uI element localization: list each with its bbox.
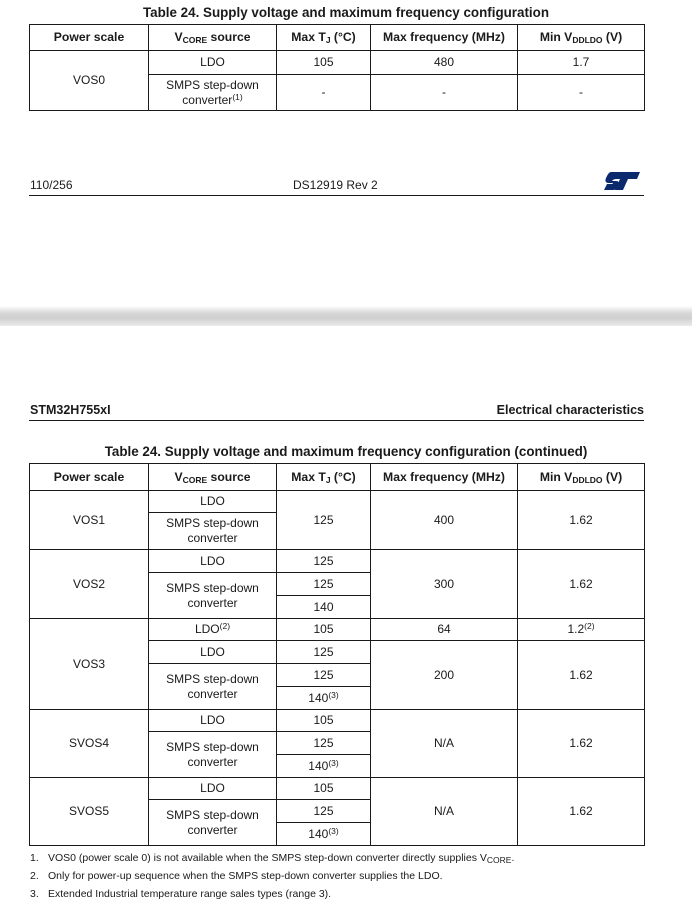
header-max-tj: Max $T_J$ (°C): [277, 25, 371, 51]
header-max-frequency: Max frequency (MHz): [371, 464, 518, 491]
header-vcore-source: $V_{CORE}$ source: [149, 464, 277, 491]
header-rule: [29, 420, 644, 421]
header-min-vddldo: Min $V_{DDLDO}$ (V): [518, 464, 645, 491]
cell-source: LDO: [149, 51, 277, 75]
cell-vmin: 1.62: [518, 710, 645, 778]
table-header-row: [30, 464, 645, 491]
footer-rule: [29, 195, 644, 196]
cell-frequency: 400: [371, 491, 518, 550]
cell-source: SMPS step-down converter: [149, 513, 277, 550]
note-3: 3. Extended Industrial temperature range sales types (range 3).: [30, 888, 332, 900]
table-caption-continued: Table 24. Supply voltage and maximum frequency configuration (continued): [104, 444, 588, 459]
cell-tj: 125: [277, 573, 371, 596]
cell-source: LDO: [149, 778, 277, 800]
supply-voltage-table-continued: [29, 463, 645, 846]
cell-tj: 105: [277, 778, 371, 800]
cell-vmin: 1.62: [518, 550, 645, 619]
cell-source: LDO$^{(2)}$: [149, 619, 277, 641]
cell-source: LDO: [149, 641, 277, 664]
cell-source: LDO: [149, 550, 277, 573]
cell-frequency: 300: [371, 550, 518, 619]
table-caption: Table 24. Supply voltage and maximum frequency configuration: [142, 5, 549, 20]
cell-tj: 140$^{(3)}$: [277, 823, 371, 846]
table-header-row: [30, 25, 645, 51]
header-min-vddldo: Min $V_{DDLDO}$ (V): [518, 25, 645, 51]
table-row: [30, 778, 645, 800]
cell-tj: -: [277, 75, 371, 111]
cell-power-scale: VOS0: [30, 51, 149, 111]
table-row: [30, 51, 645, 75]
cell-tj: 105: [277, 51, 371, 75]
cell-tj: 125: [277, 641, 371, 664]
cell-vmin: 1.62: [518, 641, 645, 710]
page-header-right: Electrical characteristics: [496, 403, 644, 417]
st-logo-icon: [603, 170, 641, 192]
cell-tj: 140: [277, 596, 371, 619]
cell-tj: 125: [277, 664, 371, 687]
cell-vmin: -: [518, 75, 645, 111]
cell-frequency: N/A: [371, 710, 518, 778]
table-row: [30, 550, 645, 573]
note-2: 2. Only for power-up sequence when the SMPS step-down converter supplies the LDO.: [30, 870, 443, 882]
header-max-tj: Max $T_J$ (°C): [277, 464, 371, 491]
cell-vmin: 1.62: [518, 491, 645, 550]
cell-tj: 125: [277, 800, 371, 823]
cell-source: SMPS step-down converter$^{(1)}$: [149, 75, 277, 111]
table-row: [30, 710, 645, 732]
cell-vmin: 1.2$^{(2)}$: [518, 619, 645, 641]
page-number: 110/256: [30, 178, 73, 192]
cell-power-scale: SVOS4: [30, 710, 149, 778]
cell-tj: 105: [277, 710, 371, 732]
cell-frequency: 200: [371, 641, 518, 710]
cell-source: SMPS step-down converter: [149, 732, 277, 778]
cell-frequency: N/A: [371, 778, 518, 846]
cell-tj: 125: [277, 491, 371, 550]
cell-power-scale: VOS2: [30, 550, 149, 619]
cell-source: SMPS step-down converter: [149, 573, 277, 619]
cell-power-scale: VOS1: [30, 491, 149, 550]
cell-source: SMPS step-down converter: [149, 664, 277, 710]
cell-frequency: 64: [371, 619, 518, 641]
note-1: 1. VOS0 (power scale 0) is not available when the SMPS step-down converter directly supplies $V_{CORE}$.: [30, 852, 515, 865]
table-row: [30, 491, 645, 513]
cell-tj: 140$^{(3)}$: [277, 755, 371, 778]
header-power-scale: Power scale: [30, 464, 149, 491]
table-notes: [30, 849, 514, 903]
cell-tj: 105: [277, 619, 371, 641]
cell-power-scale: VOS3: [30, 619, 149, 710]
cell-power-scale: SVOS5: [30, 778, 149, 846]
cell-tj: 125: [277, 550, 371, 573]
cell-source: LDO: [149, 491, 277, 513]
cell-vmin: 1.62: [518, 778, 645, 846]
cell-frequency: -: [371, 75, 518, 111]
table-row: [30, 619, 645, 641]
header-vcore-source: $V_{CORE}$ source: [149, 25, 277, 51]
cell-source: LDO: [149, 710, 277, 732]
supply-voltage-table: [29, 24, 645, 111]
cell-tj: 125: [277, 732, 371, 755]
cell-source: SMPS step-down converter: [149, 800, 277, 846]
cell-vmin: 1.7: [518, 51, 645, 75]
cell-tj: 140$^{(3)}$: [277, 687, 371, 710]
header-max-frequency: Max frequency (MHz): [371, 25, 518, 51]
page-gap: [0, 306, 692, 326]
header-power-scale: Power scale: [30, 25, 149, 51]
cell-frequency: 480: [371, 51, 518, 75]
page-header-left: STM32H755xI: [30, 403, 111, 417]
document-id: DS12919 Rev 2: [293, 178, 378, 192]
